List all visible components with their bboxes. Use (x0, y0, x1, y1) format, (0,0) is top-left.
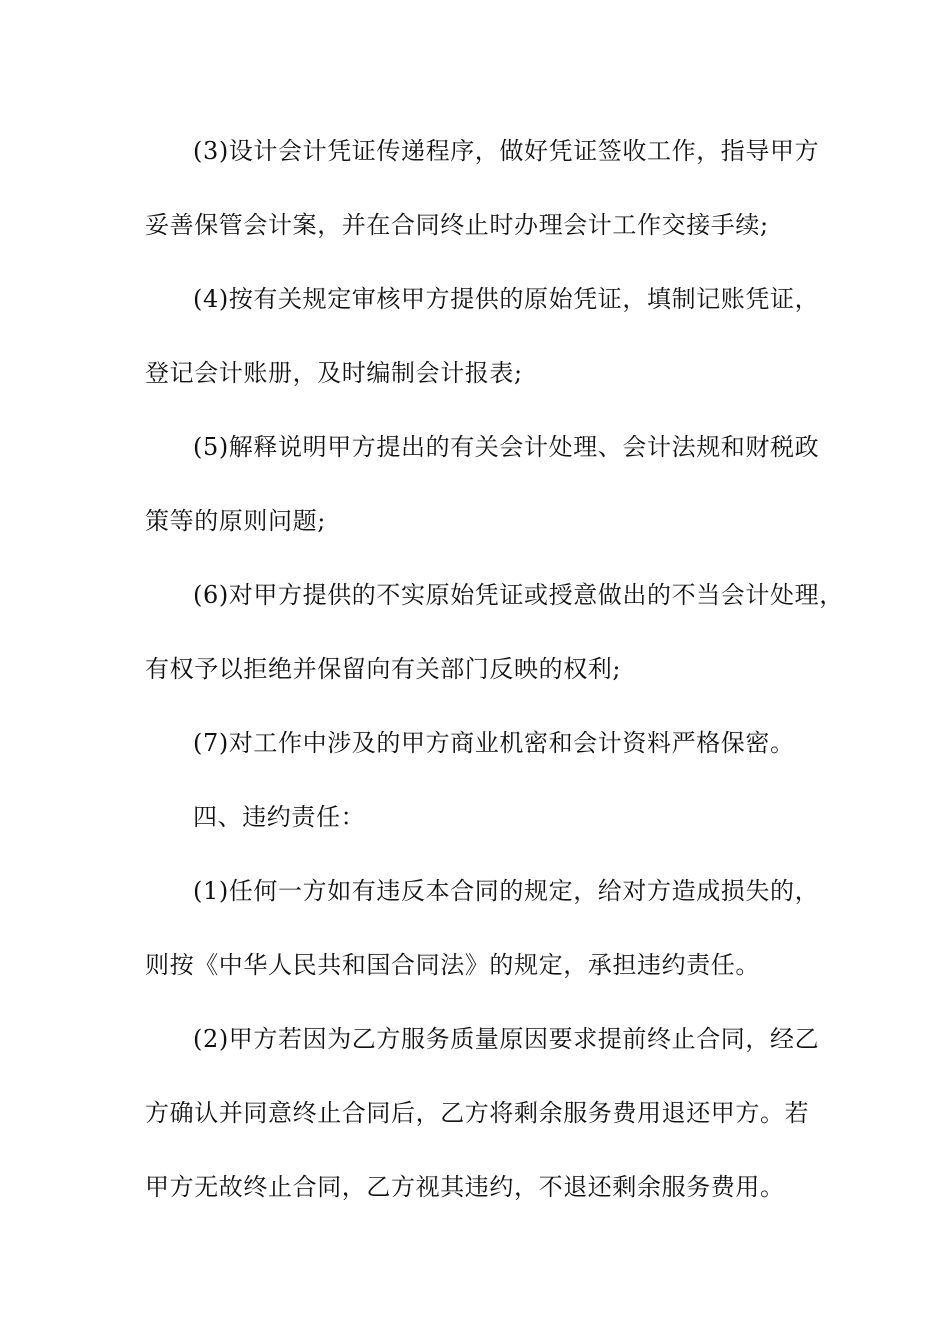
paragraph-line: 甲方无故终止合同，乙方视其违约，不退还剩余服务费用。 (145, 1173, 785, 1201)
paragraph-line: 妥善保管会计案，并在合同终止时办理会计工作交接手续; (145, 211, 769, 239)
paragraph-line: 方确认并同意终止合同后，乙方将剩余服务费用退还甲方。若 (145, 1099, 810, 1127)
paragraph-line: (7)对工作中涉及的甲方商业机密和会计资料严格保密。 (193, 729, 795, 757)
paragraph-line: (1)任何一方如有违反本合同的规定，给对方造成损失的， (193, 877, 820, 905)
paragraph-line: 则按《中华人民共和国合同法》的规定，承担违约责任。 (145, 951, 760, 979)
section-heading: 四、违约责任： (193, 803, 366, 831)
paragraph-line: (3)设计会计凭证传递程序，做好凭证签收工作，指导甲方 (193, 137, 820, 165)
paragraph-line: 有权予以拒绝并保留向有关部门反映的权利; (145, 655, 622, 683)
paragraph-line: 策等的原则问题; (145, 507, 326, 535)
paragraph-line: 登记会计账册，及时编制会计报表; (145, 359, 523, 387)
paragraph-line: (6)对甲方提供的不实原始凭证或授意做出的不当会计处理， (193, 581, 844, 609)
paragraph-line: (5)解释说明甲方提出的有关会计处理、会计法规和财税政 (193, 433, 820, 461)
paragraph-line: (4)按有关规定审核甲方提供的原始凭证，填制记账凭证， (193, 285, 820, 313)
paragraph-line: (2)甲方若因为乙方服务质量原因要求提前终止合同，经乙 (193, 1025, 820, 1053)
